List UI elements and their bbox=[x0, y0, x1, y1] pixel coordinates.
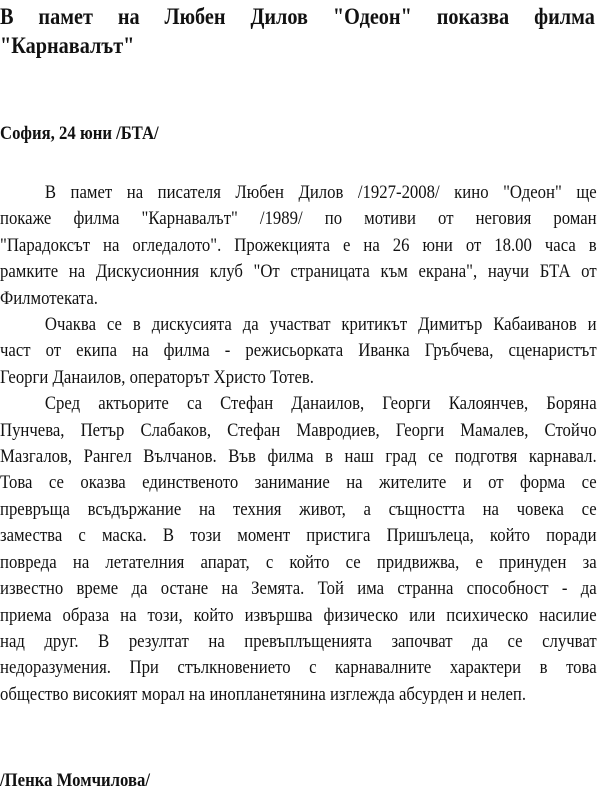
paragraph-line: "Парадоксът на огледалото". Прожекцията е на 26 юни от 18.00 часа в bbox=[0, 234, 597, 256]
paragraph-line: рамките на Дискусионния клуб "От страницата към екрана", научи БТА от bbox=[0, 261, 597, 283]
paragraph-line: недоразумения. При стълкновението с карнавалните характери в това bbox=[0, 657, 597, 679]
paragraph bbox=[0, 180, 597, 312]
paragraph bbox=[0, 391, 597, 708]
paragraph-line: Георги Данаилов, операторът Христо Тотев. bbox=[0, 366, 314, 388]
article-body bbox=[0, 180, 597, 708]
paragraph-line: покаже филма "Карнавалът" /1989/ по мотиви от неговия роман bbox=[0, 208, 597, 230]
title-line: В памет на Любен Дилов "Одеон" показва филма bbox=[0, 4, 595, 29]
paragraph-line: Очаква се в дискусията да участват критикът Димитър Кабаиванов и bbox=[44, 314, 597, 336]
paragraph-line: замества с маска. В този момент пристига Пришълеца, който поради bbox=[0, 525, 597, 547]
author-signature: /Пенка Момчилова/ bbox=[0, 770, 151, 791]
title-line: "Карнавалът" bbox=[0, 33, 135, 58]
paragraph-line: над друг. В резултат на превъплъщенията започват да се случват bbox=[0, 630, 597, 652]
paragraph-line: част от екипа на филма - режисьорката Иванка Гръбчева, сценаристът bbox=[0, 340, 597, 362]
paragraph-line: Това се оказва единственото занимание на жителите и от форма се bbox=[0, 472, 597, 494]
paragraph-line: превръща всъдържание на техния живот, а същността на човека се bbox=[0, 498, 597, 520]
paragraph-line: повреда на летателния апарат, с който се придвижва, е принуден за bbox=[0, 551, 597, 573]
paragraph-line: общество високият морал на инопланетянина изглежда абсурден и нелеп. bbox=[0, 683, 527, 705]
paragraph-line: известно време да остане на Земята. Той има странна способност - да bbox=[0, 578, 597, 600]
paragraph-line: Пунчева, Петър Слабаков, Стефан Мавродиев, Георги Мамалев, Стойчо bbox=[0, 419, 597, 441]
dateline: София, 24 юни /БТА/ bbox=[0, 123, 159, 144]
paragraph-line: Филмотеката. bbox=[0, 287, 98, 309]
paragraph-line: Сред актьорите са Стефан Данаилов, Георги Калоянчев, Боряна bbox=[44, 393, 597, 415]
paragraph-line: Мазгалов, Рангел Вълчанов. Във филма в наш град се подготвя карнавал. bbox=[0, 446, 597, 468]
paragraph-line: В памет на писателя Любен Дилов /1927-2008/ кино "Одеон" ще bbox=[44, 182, 597, 203]
article-title bbox=[0, 2, 595, 60]
paragraph bbox=[0, 312, 597, 391]
paragraph-line: приема образа на този, който извършва физическо или психическо насилие bbox=[0, 604, 597, 626]
